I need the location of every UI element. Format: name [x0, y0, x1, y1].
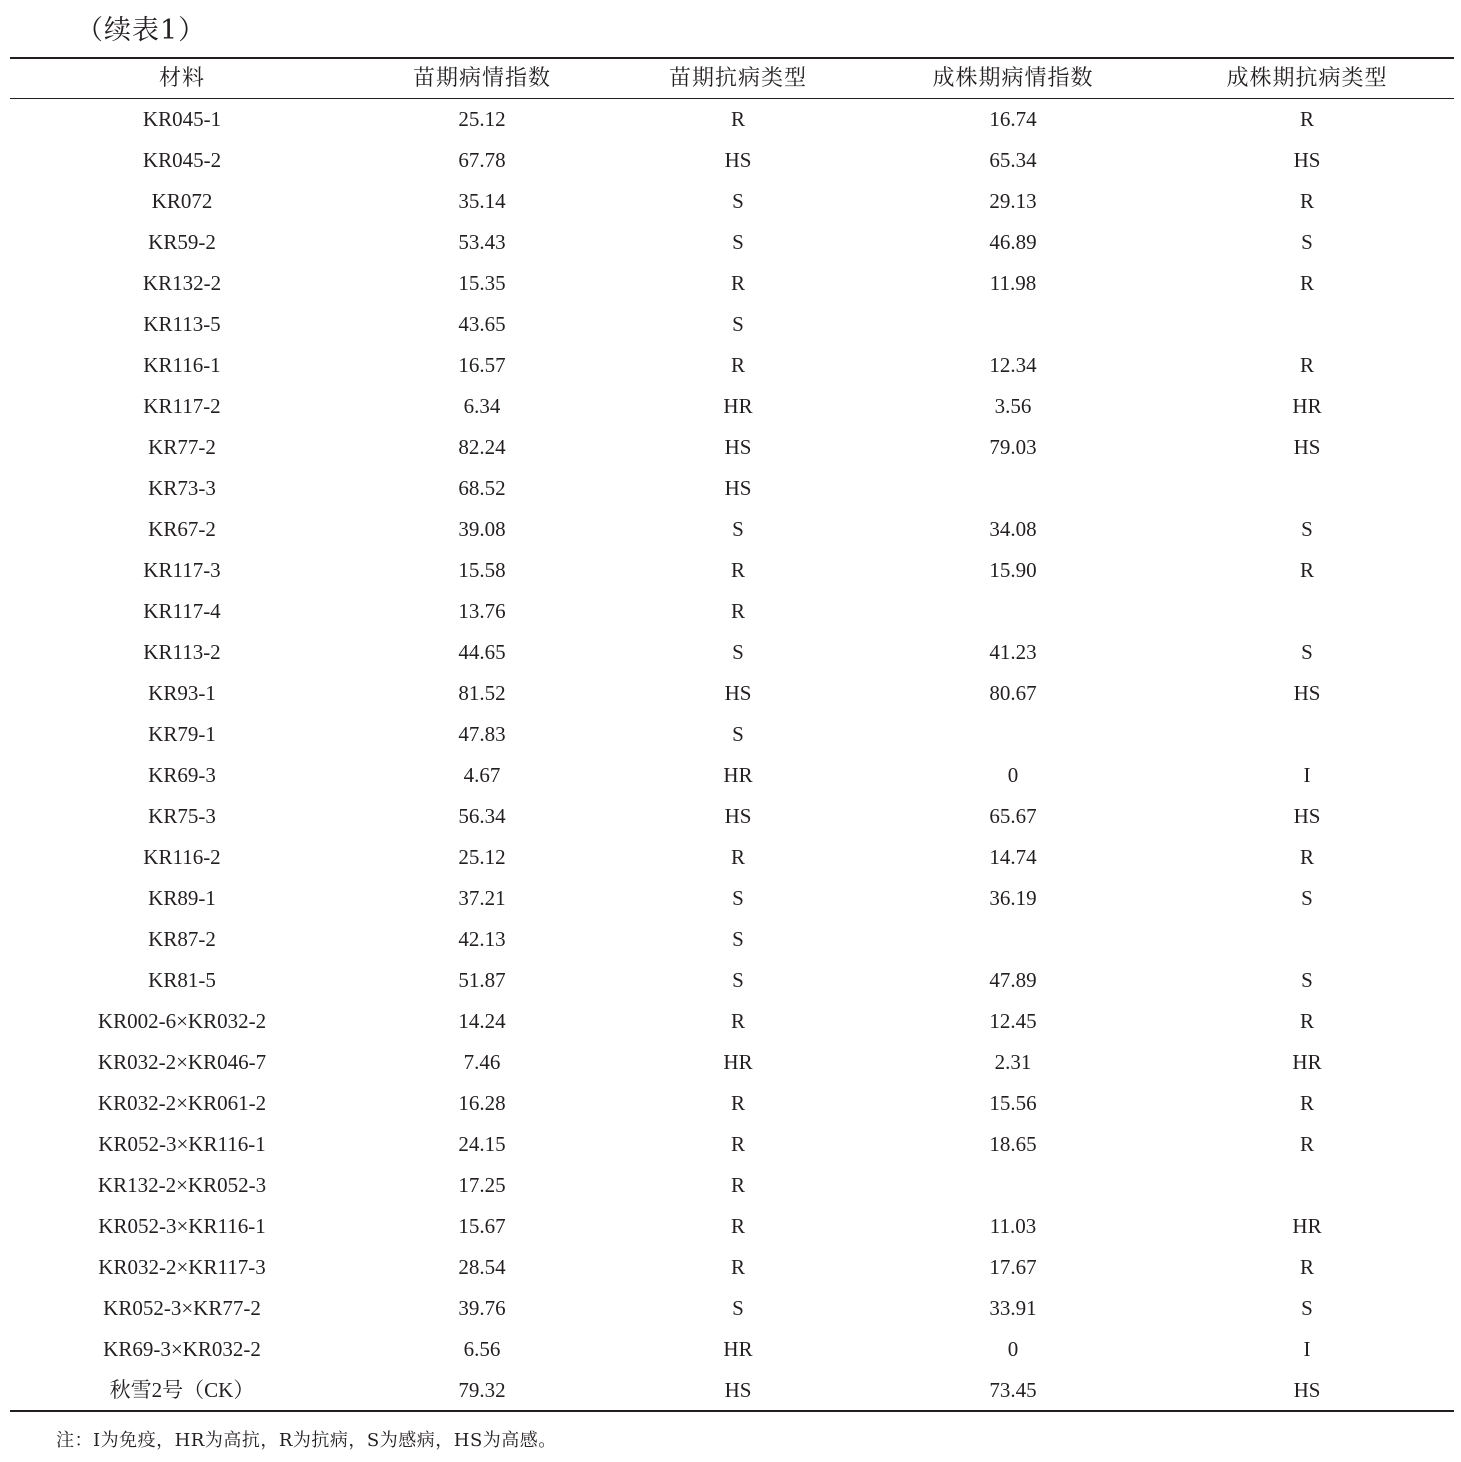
cell-adult-type: S [1301, 1296, 1313, 1320]
cell-material: KR87-2 [148, 927, 216, 951]
cell-seedling-index: 67.78 [458, 148, 506, 172]
cell-seedling-index: 4.67 [463, 763, 501, 787]
cell-adult-index: 65.34 [989, 148, 1037, 172]
cell-adult-index: 15.90 [989, 558, 1037, 582]
cell-seedling-index: 37.21 [458, 886, 506, 910]
cell-adult-index: 18.65 [989, 1132, 1037, 1156]
cell-seedling-index: 42.13 [458, 927, 506, 951]
cell-adult-type: R [1299, 1009, 1314, 1033]
cell-material: KR132-2 [142, 271, 222, 295]
cell-material: KR052-3×KR116-1 [98, 1214, 266, 1238]
cell-seedling-type: R [730, 1132, 745, 1156]
table-row [10, 837, 1454, 878]
cell-material: 秋雪2号（CK） [109, 1378, 255, 1402]
table-caption: （续表1） [76, 15, 207, 46]
cell-seedling-type: HR [723, 1337, 753, 1361]
cell-material: KR75-3 [148, 804, 216, 828]
table-row [10, 1247, 1454, 1288]
header-seedling-resistance-type: 苗期抗病类型 [668, 66, 807, 91]
table-row [10, 632, 1454, 673]
cell-seedling-index: 47.83 [458, 722, 506, 746]
cell-seedling-index: 35.14 [458, 189, 506, 213]
cell-material: KR79-1 [148, 722, 216, 746]
table-header-row [10, 59, 1454, 98]
cell-adult-type: HR [1292, 1050, 1322, 1074]
cell-adult-type: R [1299, 1255, 1314, 1279]
cell-adult-type: HR [1292, 1214, 1322, 1238]
cell-adult-index: 15.56 [989, 1091, 1037, 1115]
cell-material: KR052-3×KR77-2 [103, 1296, 261, 1320]
cell-adult-type: R [1299, 189, 1314, 213]
cell-adult-type [1160, 591, 1454, 632]
cell-seedling-index: 16.57 [458, 353, 506, 377]
cell-seedling-index: 81.52 [458, 681, 506, 705]
cell-seedling-type: S [732, 189, 744, 213]
header-seedling-disease-index: 苗期病情指数 [412, 66, 551, 91]
table-row [10, 1165, 1454, 1206]
cell-seedling-index: 39.08 [458, 517, 506, 541]
cell-seedling-type: R [730, 1009, 745, 1033]
cell-material: KR132-2×KR052-3 [97, 1173, 267, 1197]
cell-seedling-type: S [732, 886, 744, 910]
table-row [10, 345, 1454, 386]
cell-seedling-type: HR [723, 763, 753, 787]
cell-seedling-index: 68.52 [458, 476, 506, 500]
cell-seedling-type: S [732, 230, 744, 254]
table-row [10, 1206, 1454, 1247]
table-row [10, 1329, 1454, 1370]
cell-seedling-index: 16.28 [458, 1091, 506, 1115]
cell-material: KR81-5 [148, 968, 216, 992]
cell-adult-type [1160, 304, 1454, 345]
cell-seedling-type: S [732, 722, 744, 746]
cell-adult-index: 0 [1007, 763, 1019, 787]
table-row [10, 304, 1454, 345]
cell-adult-type: R [1299, 271, 1314, 295]
table-row [10, 796, 1454, 837]
cell-material: KR89-1 [148, 886, 216, 910]
cell-seedling-index: 13.76 [458, 599, 506, 623]
cell-material: KR77-2 [148, 435, 216, 459]
table-row [10, 755, 1454, 796]
cell-adult-index: 46.89 [989, 230, 1037, 254]
cell-material: KR045-1 [142, 107, 222, 131]
cell-material: KR113-5 [143, 312, 221, 336]
cell-adult-type: HS [1293, 435, 1321, 459]
cell-seedling-type: HR [723, 394, 753, 418]
cell-seedling-index: 39.76 [458, 1296, 506, 1320]
cell-adult-index: 34.08 [989, 517, 1037, 541]
cell-seedling-type: S [732, 312, 744, 336]
cell-seedling-index: 25.12 [458, 845, 506, 869]
table-row [10, 222, 1454, 263]
table-row [10, 181, 1454, 222]
header-adult-disease-index: 成株期病情指数 [932, 66, 1094, 91]
cell-adult-index [866, 714, 1160, 755]
cell-adult-type: R [1299, 1091, 1314, 1115]
cell-seedling-type: HS [724, 1378, 752, 1402]
cell-material: KR113-2 [143, 640, 221, 664]
cell-material: KR117-4 [143, 599, 221, 623]
cell-seedling-type: S [732, 1296, 744, 1320]
cell-adult-index: 80.67 [989, 681, 1037, 705]
table-row [10, 714, 1454, 755]
table-row [10, 468, 1454, 509]
cell-seedling-type: HR [723, 1050, 753, 1074]
table-row [10, 591, 1454, 632]
cell-adult-index: 36.19 [989, 886, 1037, 910]
cell-adult-type: R [1299, 558, 1314, 582]
cell-material: KR032-2×KR117-3 [98, 1255, 266, 1279]
table-row [10, 140, 1454, 181]
cell-adult-type: HS [1293, 1378, 1321, 1402]
cell-seedling-type: S [732, 927, 744, 951]
cell-material: KR032-2×KR046-7 [97, 1050, 267, 1074]
cell-adult-index: 47.89 [989, 968, 1037, 992]
cell-adult-type: HS [1293, 804, 1321, 828]
cell-adult-index: 14.74 [989, 845, 1037, 869]
cell-adult-index: 0 [1007, 1337, 1019, 1361]
cell-seedling-type: S [732, 968, 744, 992]
cell-seedling-index: 24.15 [458, 1132, 506, 1156]
table-row [10, 1042, 1454, 1083]
table-row [10, 1083, 1454, 1124]
cell-adult-type: S [1301, 968, 1313, 992]
cell-adult-type [1160, 468, 1454, 509]
cell-seedling-index: 51.87 [458, 968, 506, 992]
cell-seedling-type: R [730, 1091, 745, 1115]
cell-adult-type: HS [1293, 681, 1321, 705]
table-body [10, 98, 1454, 1411]
cell-seedling-index: 82.24 [458, 435, 506, 459]
table-footnote: 注：I为免疫，HR为高抗，R为抗病，S为感病，HS为高感。 [56, 1430, 557, 1451]
cell-seedling-type: HS [724, 476, 752, 500]
table-row [10, 878, 1454, 919]
cell-adult-index [866, 1165, 1160, 1206]
disease-index-table [10, 59, 1454, 1411]
table-row [10, 263, 1454, 304]
cell-material: KR73-3 [148, 476, 216, 500]
cell-seedling-type: HS [724, 681, 752, 705]
table-row [10, 386, 1454, 427]
cell-material: KR002-6×KR032-2 [97, 1009, 267, 1033]
cell-adult-index: 12.45 [989, 1009, 1037, 1033]
table-row [10, 427, 1454, 468]
cell-adult-type [1160, 919, 1454, 960]
cell-material: KR117-2 [143, 394, 221, 418]
cell-seedling-index: 53.43 [458, 230, 506, 254]
table-row [10, 1124, 1454, 1165]
cell-material: KR69-3 [148, 763, 216, 787]
cell-adult-index [866, 919, 1160, 960]
cell-seedling-type: HS [724, 435, 752, 459]
cell-adult-index: 11.03 [989, 1214, 1037, 1238]
header-material: 材料 [158, 66, 205, 91]
cell-adult-index: 2.31 [994, 1050, 1032, 1074]
cell-adult-index: 41.23 [989, 640, 1037, 664]
table-row [10, 1288, 1454, 1329]
cell-material: KR116-1 [143, 353, 221, 377]
cell-adult-type [1160, 1165, 1454, 1206]
cell-material: KR93-1 [148, 681, 216, 705]
cell-adult-index: 17.67 [989, 1255, 1037, 1279]
cell-adult-index: 11.98 [989, 271, 1037, 295]
cell-adult-index [866, 468, 1160, 509]
cell-adult-type: R [1299, 353, 1314, 377]
cell-adult-index [866, 304, 1160, 345]
table-row [10, 1001, 1454, 1042]
cell-seedling-index: 6.56 [463, 1337, 501, 1361]
cell-adult-index: 29.13 [989, 189, 1037, 213]
cell-adult-type: HS [1293, 148, 1321, 172]
cell-adult-type: S [1301, 230, 1313, 254]
cell-adult-type [1160, 714, 1454, 755]
cell-seedling-type: R [730, 271, 745, 295]
cell-adult-type: S [1301, 886, 1313, 910]
cell-adult-index: 16.74 [989, 107, 1037, 131]
cell-adult-index: 65.67 [989, 804, 1037, 828]
cell-adult-index: 33.91 [989, 1296, 1037, 1320]
table-row [10, 509, 1454, 550]
cell-seedling-index: 15.58 [458, 558, 506, 582]
cell-seedling-index: 56.34 [458, 804, 506, 828]
cell-material: KR59-2 [148, 230, 216, 254]
cell-seedling-type: R [730, 353, 745, 377]
cell-adult-index: 12.34 [989, 353, 1037, 377]
table-row [10, 673, 1454, 714]
cell-seedling-type: S [732, 640, 744, 664]
cell-seedling-index: 17.25 [458, 1173, 506, 1197]
cell-adult-index [866, 591, 1160, 632]
cell-adult-index: 73.45 [989, 1378, 1037, 1402]
cell-seedling-type: R [730, 845, 745, 869]
cell-adult-type: S [1301, 640, 1313, 664]
cell-adult-type: I [1303, 763, 1311, 787]
cell-material: KR69-3×KR032-2 [103, 1337, 261, 1361]
cell-seedling-index: 28.54 [458, 1255, 506, 1279]
cell-seedling-index: 44.65 [458, 640, 506, 664]
table-row [10, 98, 1454, 140]
cell-seedling-index: 79.32 [458, 1378, 506, 1402]
cell-seedling-type: R [730, 558, 745, 582]
cell-adult-type: R [1299, 1132, 1314, 1156]
cell-material: KR052-3×KR116-1 [98, 1132, 266, 1156]
cell-seedling-index: 43.65 [458, 312, 506, 336]
cell-seedling-type: S [732, 517, 744, 541]
cell-seedling-index: 14.24 [458, 1009, 506, 1033]
cell-adult-type: R [1299, 107, 1314, 131]
table-row [10, 550, 1454, 591]
table-row [10, 919, 1454, 960]
cell-adult-type: I [1303, 1337, 1311, 1361]
cell-seedling-index: 25.12 [458, 107, 506, 131]
cell-seedling-type: HS [724, 804, 752, 828]
cell-seedling-type: R [730, 599, 745, 623]
cell-seedling-index: 6.34 [463, 394, 501, 418]
cell-seedling-index: 7.46 [463, 1050, 501, 1074]
cell-material: KR116-2 [143, 845, 221, 869]
cell-seedling-type: R [730, 1214, 745, 1238]
cell-seedling-index: 15.35 [458, 271, 506, 295]
cell-seedling-type: R [730, 1255, 745, 1279]
cell-adult-index: 79.03 [989, 435, 1037, 459]
cell-seedling-type: R [730, 107, 745, 131]
cell-seedling-type: HS [724, 148, 752, 172]
cell-material: KR117-3 [143, 558, 221, 582]
cell-adult-type: HR [1292, 394, 1322, 418]
cell-adult-type: R [1299, 845, 1314, 869]
cell-material: KR032-2×KR061-2 [97, 1091, 267, 1115]
cell-material: KR67-2 [148, 517, 216, 541]
cell-seedling-type: R [730, 1173, 745, 1197]
cell-material: KR045-2 [142, 148, 222, 172]
header-adult-resistance-type: 成株期抗病类型 [1226, 66, 1388, 91]
table-row [10, 1370, 1454, 1411]
cell-material: KR072 [151, 189, 213, 213]
cell-adult-type: S [1301, 517, 1313, 541]
table-row [10, 960, 1454, 1001]
cell-adult-index: 3.56 [994, 394, 1032, 418]
cell-seedling-index: 15.67 [458, 1214, 506, 1238]
